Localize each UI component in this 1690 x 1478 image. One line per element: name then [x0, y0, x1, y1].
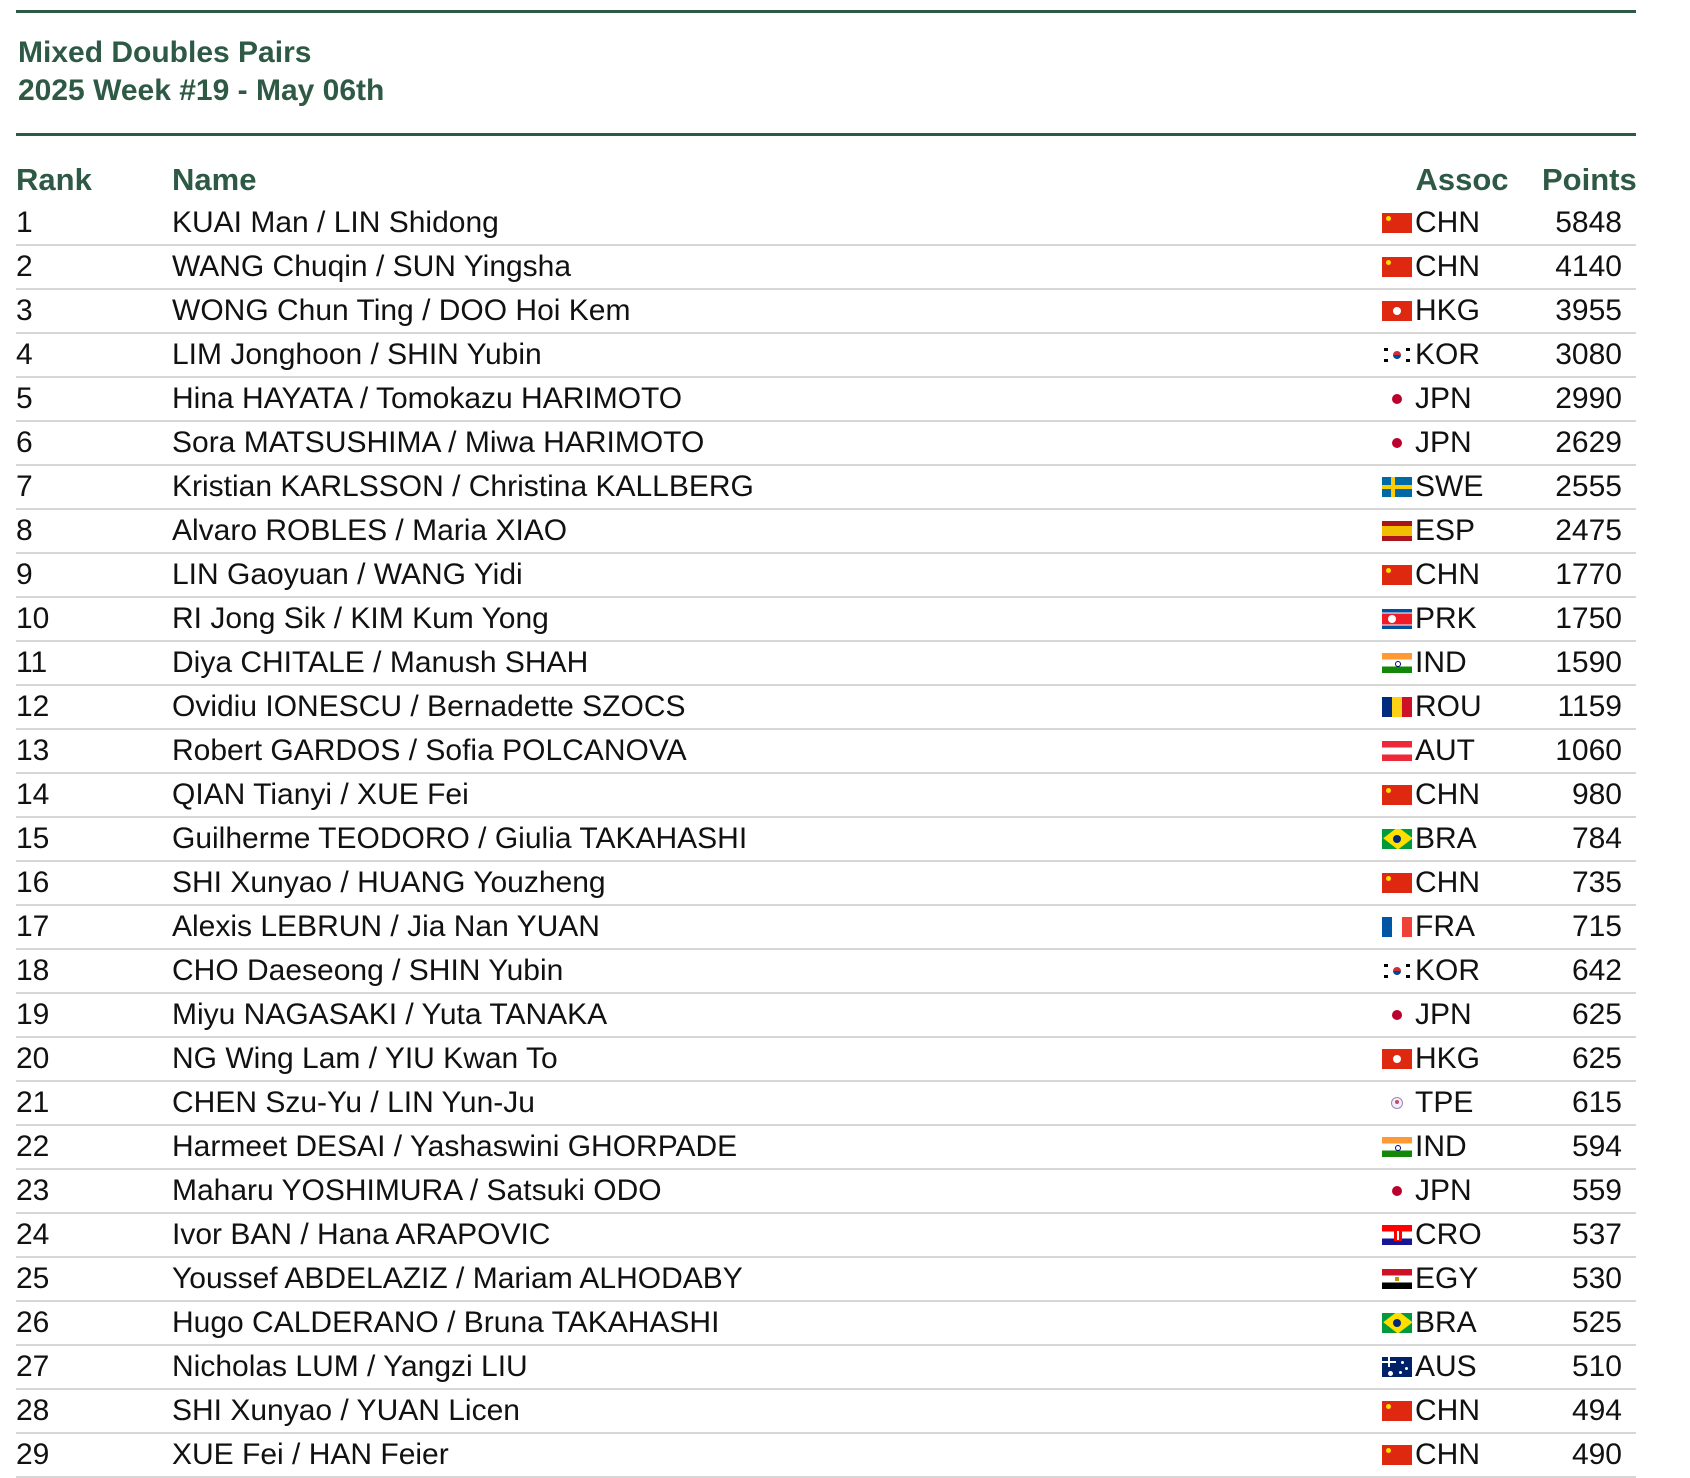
association-cell: [1382, 333, 1542, 377]
association-cell: [1382, 421, 1542, 465]
player-pair-name: WONG Chun Ting / DOO Hoi Kem: [172, 289, 1382, 333]
table-row: [16, 1301, 1636, 1345]
player-pair-name: Maharu YOSHIMURA / Satsuki ODO: [172, 1169, 1382, 1213]
points-cell: 510: [1542, 1345, 1636, 1389]
player-pair-name: Alexis LEBRUN / Jia Nan YUAN: [172, 905, 1382, 949]
australia-flag-icon: [1382, 1357, 1412, 1377]
points-cell: 5848: [1542, 202, 1636, 245]
player-pair-name: NG Wing Lam / YIU Kwan To: [172, 1037, 1382, 1081]
table-row: [16, 861, 1636, 905]
rank-cell: 19: [16, 993, 172, 1037]
association-code: JPN: [1415, 1174, 1472, 1207]
china-flag-icon: [1382, 1445, 1412, 1465]
rank-cell: 3: [16, 289, 172, 333]
points-cell: 530: [1542, 1257, 1636, 1301]
association-wrapper: [1382, 1346, 1542, 1388]
points-cell: 735: [1542, 861, 1636, 905]
rank-cell: 5: [16, 377, 172, 421]
table-row: [16, 421, 1636, 465]
rank-cell: 17: [16, 905, 172, 949]
china-flag-icon: [1382, 213, 1412, 233]
association-wrapper: [1382, 1214, 1542, 1256]
association-code: ROU: [1415, 690, 1482, 723]
association-wrapper: [1382, 202, 1542, 244]
player-pair-name: RI Jong Sik / KIM Kum Yong: [172, 597, 1382, 641]
rank-cell: 20: [16, 1037, 172, 1081]
rank-cell: 16: [16, 861, 172, 905]
association-wrapper: [1382, 1302, 1542, 1344]
rank-cell: 25: [16, 1257, 172, 1301]
points-cell: 2475: [1542, 509, 1636, 553]
points-cell: 525: [1542, 1301, 1636, 1345]
points-cell: 2629: [1542, 421, 1636, 465]
table-row: [16, 905, 1636, 949]
rank-cell: 8: [16, 509, 172, 553]
association-wrapper: [1382, 818, 1542, 860]
association-code: CHN: [1415, 250, 1480, 283]
korea-flag-icon: [1382, 961, 1412, 981]
top-divider: [16, 10, 1636, 13]
association-wrapper: [1382, 290, 1542, 332]
china-flag-icon: [1382, 1401, 1412, 1421]
points-cell: 3955: [1542, 289, 1636, 333]
romania-flag-icon: [1382, 697, 1412, 717]
association-cell: [1382, 817, 1542, 861]
india-flag-icon: [1382, 1137, 1412, 1157]
table-row: [16, 553, 1636, 597]
association-code: FRA: [1415, 910, 1475, 943]
association-code: ESP: [1415, 514, 1476, 547]
association-wrapper: [1382, 246, 1542, 288]
points-cell: 594: [1542, 1125, 1636, 1169]
association-code: JPN: [1415, 998, 1472, 1031]
association-wrapper: [1382, 422, 1542, 464]
association-wrapper: [1382, 1126, 1542, 1168]
association-code: KOR: [1415, 954, 1481, 987]
association-code: TPE: [1415, 1086, 1474, 1119]
association-cell: [1382, 1389, 1542, 1433]
association-code: EGY: [1415, 1262, 1479, 1295]
points-cell: 3080: [1542, 333, 1636, 377]
player-pair-name: QIAN Tianyi / XUE Fei: [172, 773, 1382, 817]
rank-cell: 10: [16, 597, 172, 641]
page-title: [18, 34, 384, 110]
points-cell: 625: [1542, 993, 1636, 1037]
association-cell: [1382, 993, 1542, 1037]
association-wrapper: [1382, 994, 1542, 1036]
croatia-flag-icon: [1382, 1225, 1412, 1245]
rank-cell: 21: [16, 1081, 172, 1125]
player-pair-name: Ovidiu IONESCU / Bernadette SZOCS: [172, 685, 1382, 729]
rank-cell: 1: [16, 202, 172, 245]
association-code: CHN: [1415, 1438, 1480, 1471]
player-pair-name: KUAI Man / LIN Shidong: [172, 202, 1382, 245]
association-code: CHN: [1415, 1394, 1480, 1427]
association-cell: [1382, 949, 1542, 993]
column-header-name: Name: [172, 162, 257, 197]
table-row: [16, 1345, 1636, 1389]
player-pair-name: CHEN Szu-Yu / LIN Yun-Ju: [172, 1081, 1382, 1125]
rank-cell: 27: [16, 1345, 172, 1389]
table-row: [16, 817, 1636, 861]
association-wrapper: [1382, 1258, 1542, 1300]
table-row: [16, 597, 1636, 641]
column-header-points: Points: [1542, 162, 1637, 197]
association-cell: [1382, 465, 1542, 509]
rank-cell: 15: [16, 817, 172, 861]
association-wrapper: [1382, 334, 1542, 376]
association-code: SWE: [1415, 470, 1484, 503]
points-cell: 715: [1542, 905, 1636, 949]
rank-cell: 22: [16, 1125, 172, 1169]
association-wrapper: [1382, 950, 1542, 992]
association-code: PRK: [1415, 602, 1477, 635]
association-cell: [1382, 597, 1542, 641]
association-cell: [1382, 509, 1542, 553]
association-code: CRO: [1415, 1218, 1482, 1251]
rank-cell: 11: [16, 641, 172, 685]
association-wrapper: [1382, 642, 1542, 684]
points-cell: 559: [1542, 1169, 1636, 1213]
table-row: [16, 1169, 1636, 1213]
association-cell: [1382, 1125, 1542, 1169]
table-row: [16, 465, 1636, 509]
association-code: HKG: [1415, 294, 1481, 327]
player-pair-name: CHO Daeseong / SHIN Yubin: [172, 949, 1382, 993]
association-code: BRA: [1415, 822, 1477, 855]
brazil-flag-icon: [1382, 829, 1412, 849]
association-wrapper: [1382, 906, 1542, 948]
points-cell: 4140: [1542, 245, 1636, 289]
table-row: [16, 1125, 1636, 1169]
points-cell: 1590: [1542, 641, 1636, 685]
association-wrapper: [1382, 774, 1542, 816]
association-cell: [1382, 202, 1542, 245]
association-code: IND: [1415, 1130, 1467, 1163]
rank-cell: 7: [16, 465, 172, 509]
table-header-row: [16, 158, 1636, 202]
rank-cell: 12: [16, 685, 172, 729]
player-pair-name: Miyu NAGASAKI / Yuta TANAKA: [172, 993, 1382, 1037]
player-pair-name: Diya CHITALE / Manush SHAH: [172, 641, 1382, 685]
association-cell: [1382, 773, 1542, 817]
rank-cell: 9: [16, 553, 172, 597]
player-pair-name: SHI Xunyao / HUANG Youzheng: [172, 861, 1382, 905]
chinese-taipei-flag-icon: [1382, 1093, 1412, 1113]
table-row: [16, 202, 1636, 245]
japan-flag-icon: [1382, 389, 1412, 409]
association-code: CHN: [1415, 866, 1480, 899]
association-cell: [1382, 1301, 1542, 1345]
table-row: [16, 333, 1636, 377]
table-row: [16, 509, 1636, 553]
association-cell: [1382, 729, 1542, 773]
korea-flag-icon: [1382, 345, 1412, 365]
association-code: KOR: [1415, 338, 1481, 371]
rank-cell: 14: [16, 773, 172, 817]
table-row: [16, 1213, 1636, 1257]
china-flag-icon: [1382, 873, 1412, 893]
association-wrapper: [1382, 510, 1542, 552]
association-cell: [1382, 1169, 1542, 1213]
japan-flag-icon: [1382, 1005, 1412, 1025]
spain-flag-icon: [1382, 521, 1412, 541]
china-flag-icon: [1382, 565, 1412, 585]
rank-cell: 26: [16, 1301, 172, 1345]
china-flag-icon: [1382, 257, 1412, 277]
rank-cell: 6: [16, 421, 172, 465]
player-pair-name: Alvaro ROBLES / Maria XIAO: [172, 509, 1382, 553]
column-header-rank: Rank: [16, 162, 92, 197]
table-row: [16, 1433, 1636, 1477]
points-cell: 1750: [1542, 597, 1636, 641]
player-pair-name: Sora MATSUSHIMA / Miwa HARIMOTO: [172, 421, 1382, 465]
hong-kong-flag-icon: [1382, 301, 1412, 321]
table-row: [16, 245, 1636, 289]
player-pair-name: WANG Chuqin / SUN Yingsha: [172, 245, 1382, 289]
association-code: HKG: [1415, 1042, 1481, 1075]
association-code: BRA: [1415, 1306, 1477, 1339]
points-cell: 642: [1542, 949, 1636, 993]
points-cell: 490: [1542, 1433, 1636, 1477]
header-divider: [16, 133, 1636, 136]
association-cell: [1382, 1433, 1542, 1477]
association-cell: [1382, 245, 1542, 289]
table-row: [16, 377, 1636, 421]
rank-cell: 13: [16, 729, 172, 773]
association-wrapper: [1382, 466, 1542, 508]
association-wrapper: [1382, 1390, 1542, 1432]
player-pair-name: LIN Gaoyuan / WANG Yidi: [172, 553, 1382, 597]
association-wrapper: [1382, 686, 1542, 728]
association-cell: [1382, 861, 1542, 905]
japan-flag-icon: [1382, 433, 1412, 453]
association-cell: [1382, 553, 1542, 597]
rank-cell: 24: [16, 1213, 172, 1257]
player-pair-name: Nicholas LUM / Yangzi LIU: [172, 1345, 1382, 1389]
points-cell: 494: [1542, 1389, 1636, 1433]
player-pair-name: Hugo CALDERANO / Bruna TAKAHASHI: [172, 1301, 1382, 1345]
hong-kong-flag-icon: [1382, 1049, 1412, 1069]
player-pair-name: XUE Fei / HAN Feier: [172, 1433, 1382, 1477]
points-cell: 2990: [1542, 377, 1636, 421]
association-wrapper: [1382, 598, 1542, 640]
player-pair-name: Kristian KARLSSON / Christina KALLBERG: [172, 465, 1382, 509]
association-cell: [1382, 1345, 1542, 1389]
austria-flag-icon: [1382, 741, 1412, 761]
points-cell: 537: [1542, 1213, 1636, 1257]
table-row: [16, 949, 1636, 993]
india-flag-icon: [1382, 653, 1412, 673]
player-pair-name: SHI Xunyao / YUAN Licen: [172, 1389, 1382, 1433]
table-row: [16, 773, 1636, 817]
points-cell: 2555: [1542, 465, 1636, 509]
table-row: [16, 1257, 1636, 1301]
japan-flag-icon: [1382, 1181, 1412, 1201]
sweden-flag-icon: [1382, 477, 1412, 497]
association-wrapper: [1382, 1170, 1542, 1212]
player-pair-name: Youssef ABDELAZIZ / Mariam ALHODABY: [172, 1257, 1382, 1301]
column-header-assoc: Assoc: [1415, 162, 1509, 197]
france-flag-icon: [1382, 917, 1412, 937]
table-row: [16, 1037, 1636, 1081]
rank-cell: 23: [16, 1169, 172, 1213]
china-flag-icon: [1382, 785, 1412, 805]
table-row: [16, 641, 1636, 685]
association-cell: [1382, 1257, 1542, 1301]
association-wrapper: [1382, 1434, 1542, 1476]
table-row: [16, 993, 1636, 1037]
north-korea-flag-icon: [1382, 609, 1412, 629]
association-cell: [1382, 641, 1542, 685]
table-row: [16, 685, 1636, 729]
points-cell: 615: [1542, 1081, 1636, 1125]
player-pair-name: Ivor BAN / Hana ARAPOVIC: [172, 1213, 1382, 1257]
association-code: CHN: [1415, 778, 1480, 811]
association-cell: [1382, 377, 1542, 421]
association-cell: [1382, 905, 1542, 949]
points-cell: 784: [1542, 817, 1636, 861]
title-line-event: Mixed Doubles Pairs: [18, 36, 312, 69]
association-wrapper: [1382, 1038, 1542, 1080]
association-code: AUT: [1415, 734, 1475, 767]
table-row: [16, 729, 1636, 773]
rank-cell: 2: [16, 245, 172, 289]
rank-cell: 28: [16, 1389, 172, 1433]
points-cell: 1770: [1542, 553, 1636, 597]
player-pair-name: LIM Jonghoon / SHIN Yubin: [172, 333, 1382, 377]
brazil-flag-icon: [1382, 1313, 1412, 1333]
association-cell: [1382, 1213, 1542, 1257]
points-cell: 1159: [1542, 685, 1636, 729]
association-wrapper: [1382, 554, 1542, 596]
points-cell: 980: [1542, 773, 1636, 817]
association-cell: [1382, 289, 1542, 333]
table-body: [16, 202, 1636, 1477]
rankings-table: [16, 158, 1636, 1478]
association-cell: [1382, 1037, 1542, 1081]
player-pair-name: Robert GARDOS / Sofia POLCANOVA: [172, 729, 1382, 773]
association-code: IND: [1415, 646, 1467, 679]
association-cell: [1382, 1081, 1542, 1125]
association-code: AUS: [1415, 1350, 1477, 1383]
association-cell: [1382, 685, 1542, 729]
table-row: [16, 1389, 1636, 1433]
rank-cell: 18: [16, 949, 172, 993]
rank-cell: 4: [16, 333, 172, 377]
table-row: [16, 1081, 1636, 1125]
association-code: JPN: [1415, 382, 1472, 415]
association-wrapper: [1382, 378, 1542, 420]
association-wrapper: [1382, 1082, 1542, 1124]
points-cell: 625: [1542, 1037, 1636, 1081]
association-code: JPN: [1415, 426, 1472, 459]
player-pair-name: Hina HAYATA / Tomokazu HARIMOTO: [172, 377, 1382, 421]
rank-cell: 29: [16, 1433, 172, 1477]
player-pair-name: Harmeet DESAI / Yashaswini GHORPADE: [172, 1125, 1382, 1169]
association-code: CHN: [1415, 206, 1480, 239]
player-pair-name: Guilherme TEODORO / Giulia TAKAHASHI: [172, 817, 1382, 861]
table-row: [16, 289, 1636, 333]
egypt-flag-icon: [1382, 1269, 1412, 1289]
association-code: CHN: [1415, 558, 1480, 591]
title-line-week: 2025 Week #19 - May 06th: [18, 74, 385, 107]
association-wrapper: [1382, 730, 1542, 772]
association-wrapper: [1382, 862, 1542, 904]
points-cell: 1060: [1542, 729, 1636, 773]
